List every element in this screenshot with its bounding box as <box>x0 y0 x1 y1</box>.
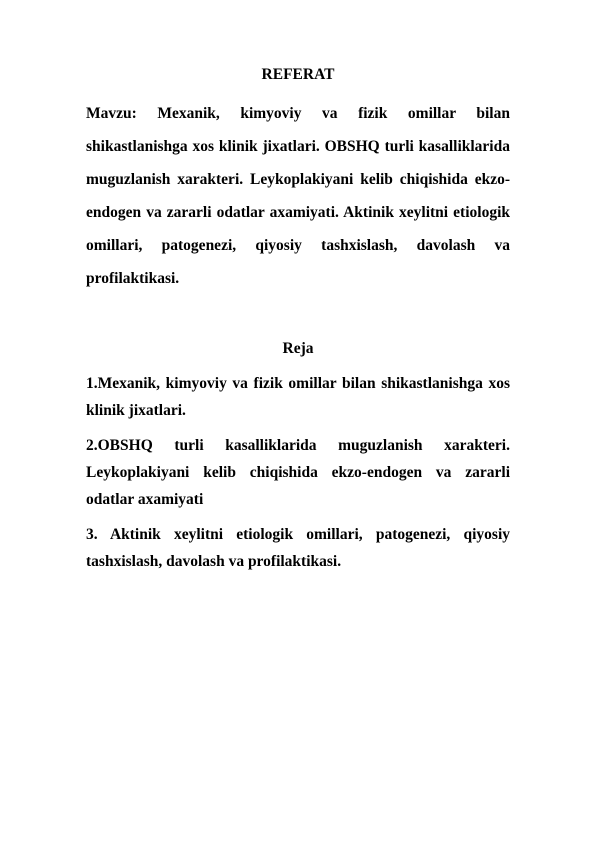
plan-title: Reja <box>282 340 314 357</box>
plan-list <box>86 370 510 583</box>
plan-item-3: 3. Aktinik xeylitni etiologik omillari, patogenezi, qiyosiy tashxislash, davolash va profilaktikasi. <box>86 526 510 570</box>
plan-item-1: 1.Mexanik, kimyoviy va fizik omillar bilan shikastlanishga xos klinik jixatlari. <box>86 375 510 419</box>
plan-item-2: 2.OBSHQ turli kasalliklarida muguzlanish xarakteri. Leykoplakiyani kelib chiqishida ekzo-endogen va zararli odatlar axamiyati <box>86 437 510 508</box>
topic-paragraph: Mavzu: Mexanik, kimyoviy va fizik omillar bilan shikastlanishga xos klinik jixatlari. OBSHQ turli kasalliklarida muguzlanish xarakteri. Leykoplakiyani kelib chiqishida ekzo-endogen va zararli odatlar axamiyati. Aktinik xeylitni etiologik omillari, patogenezi, qiyosiy tashxislash, davolash va profilaktikasi. <box>86 105 510 287</box>
document-title: REFERAT <box>261 66 335 83</box>
